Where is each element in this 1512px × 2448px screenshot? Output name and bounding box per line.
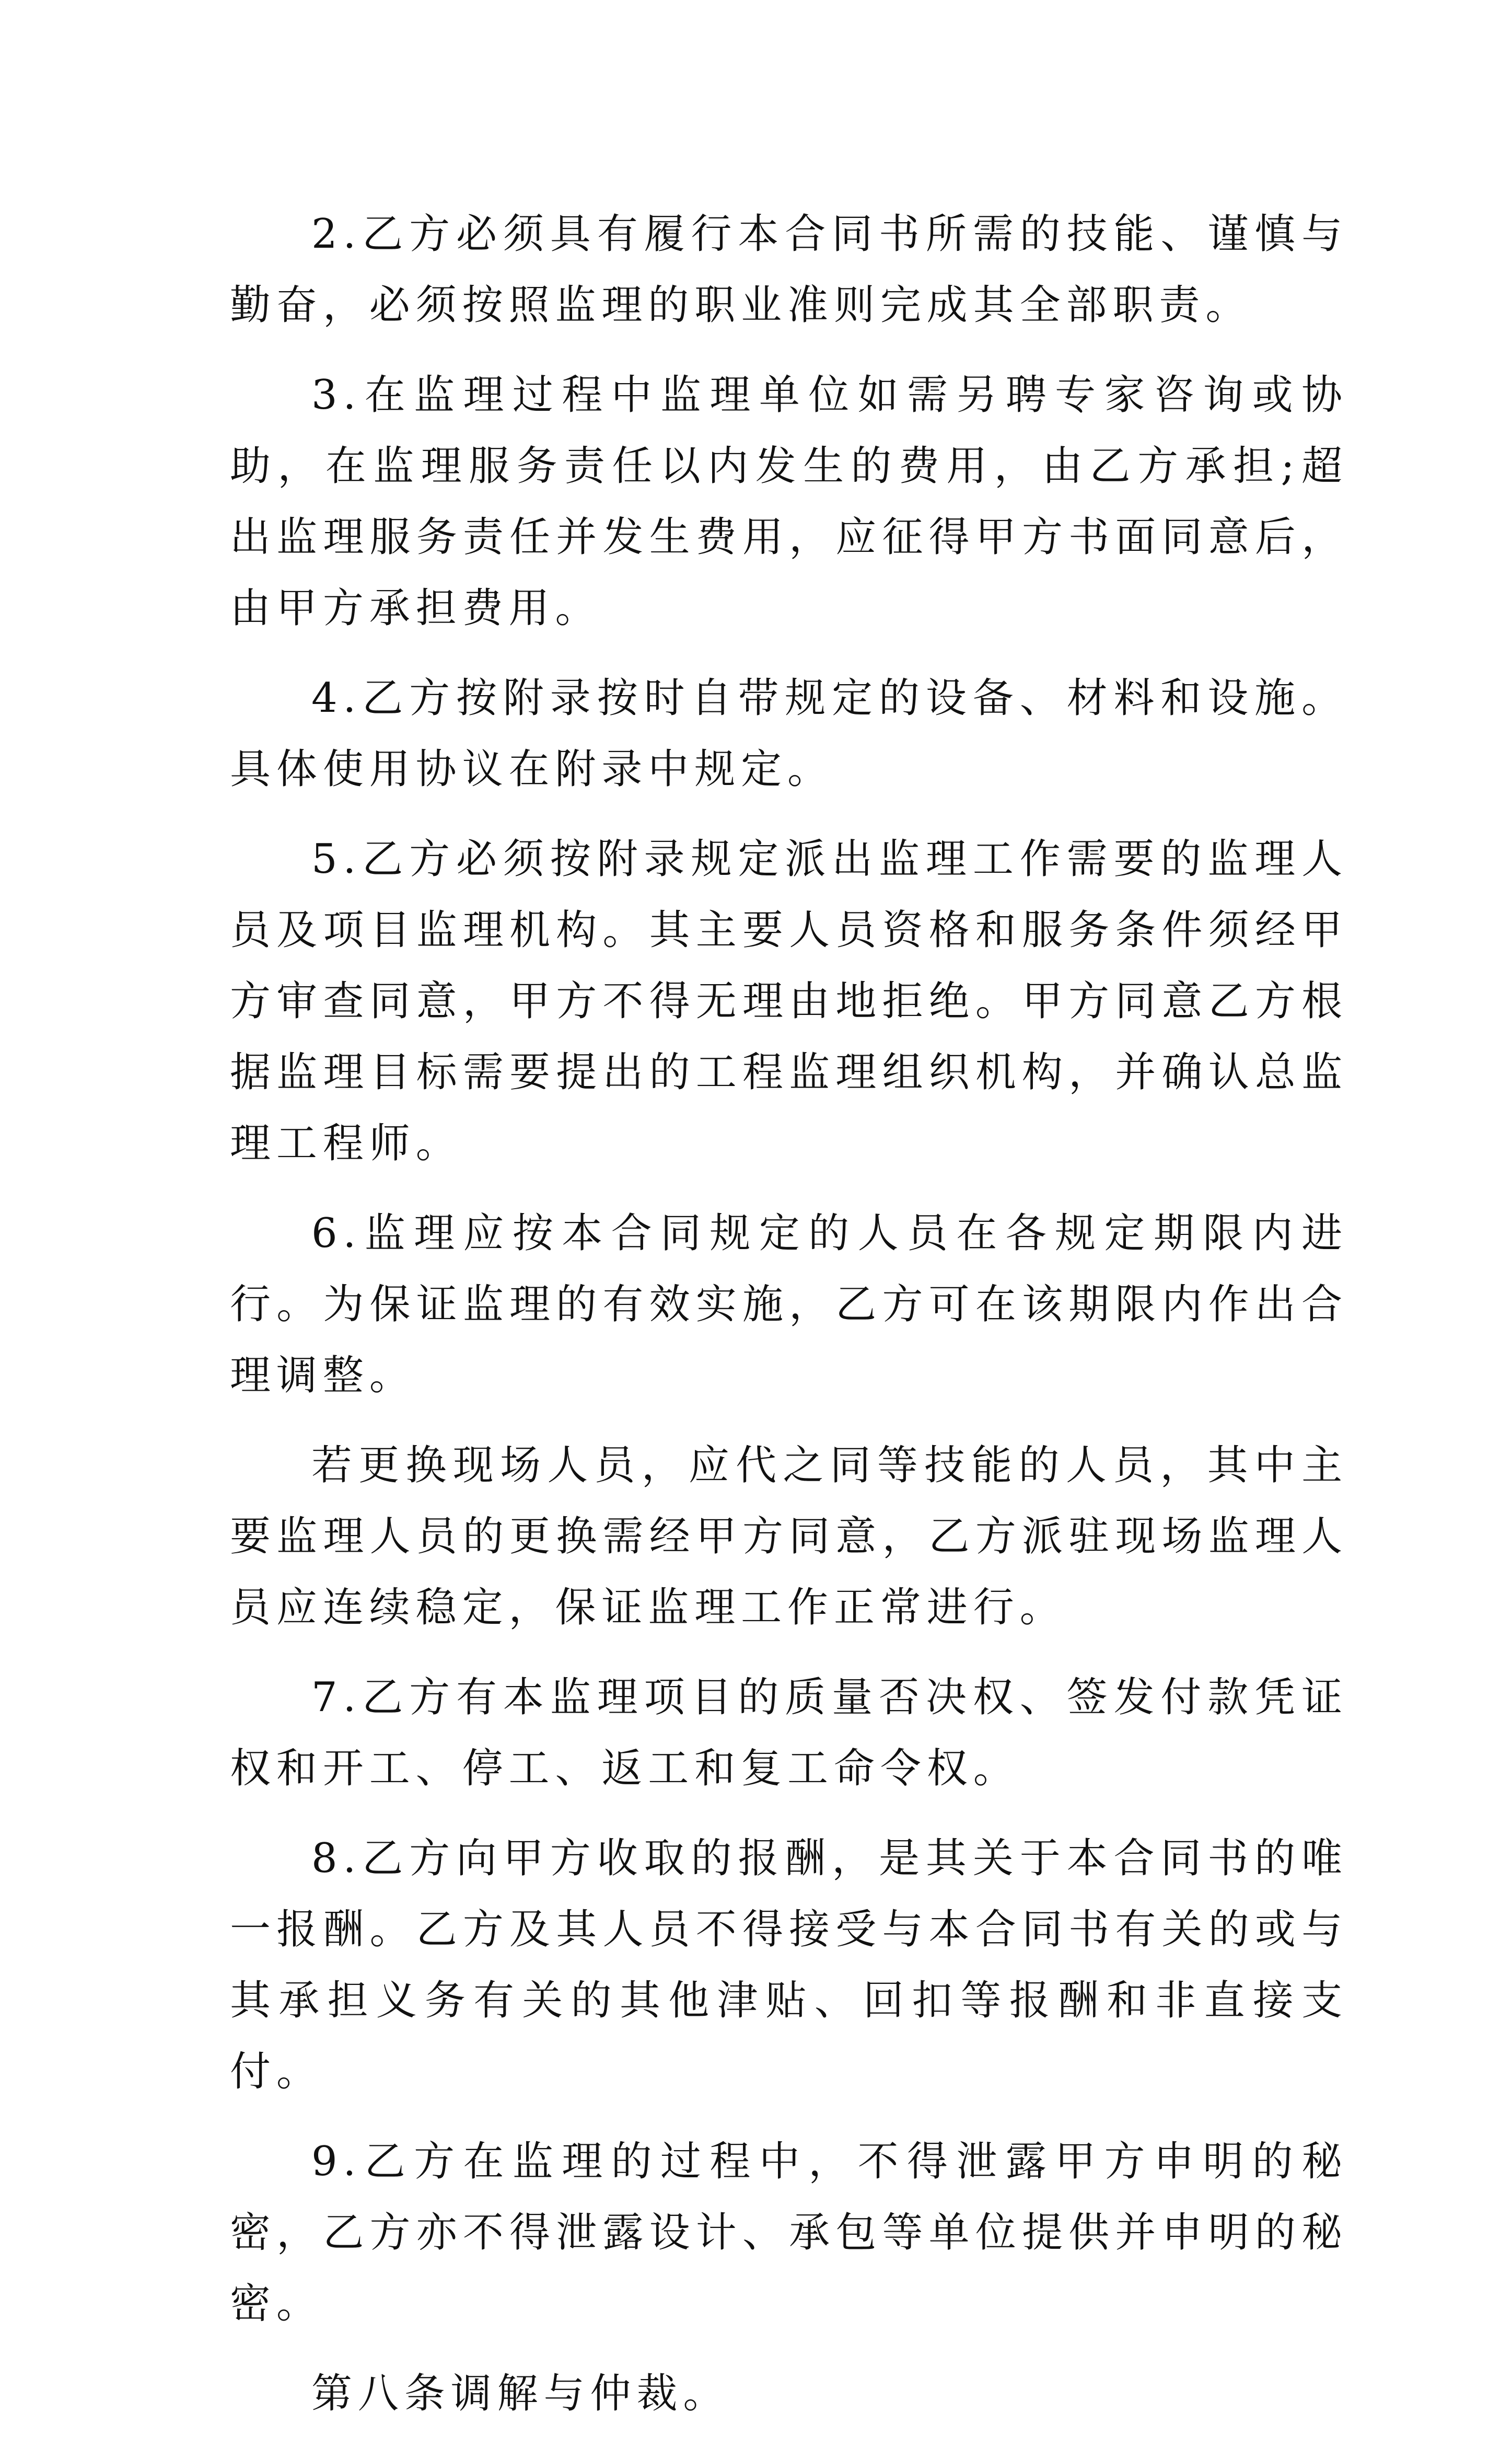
paragraph-clause-9: 9.乙方在监理的过程中，不得泄露甲方申明的秘密，乙方亦不得泄露设计、承包等单位提供并申明的秘密。 xyxy=(230,2138,1348,2327)
paragraph-clause-8: 8.乙方向甲方收取的报酬，是其关于本合同书的唯一报酬。乙方及其人员不得接受与本合同书有关的或与其承担义务有关的其他津贴、回扣等报酬和非直接支付。 xyxy=(230,1835,1348,2095)
paragraph-clause-5: 5.乙方必须按附录规定派出监理工作需要的监理人员及项目监理机构。其主要人员资格和服务条件须经甲方审查同意，甲方不得无理由地拒绝。甲方同意乙方根据监理目标需要提出的工程监理组织机构，并确认总监理工程师。 xyxy=(230,836,1348,1167)
paragraph-clause-2: 2.乙方必须具有履行本合同书所需的技能、谨慎与勤奋，必须按照监理的职业准则完成其全部职责。 xyxy=(230,211,1348,329)
section-heading-article-8: 第八条调解与仲裁。 xyxy=(311,2370,730,2417)
paragraph-clause-6: 6.监理应按本合同规定的人员在各规定期限内进行。为保证监理的有效实施，乙方可在该期限内作出合理调整。 xyxy=(230,1210,1348,1399)
paragraph-clause-7: 7.乙方有本监理项目的质量否决权、签发付款凭证权和开工、停工、返工和复工命令权。 xyxy=(230,1674,1348,1792)
paragraph-clause-3: 3.在监理过程中监理单位如需另聘专家咨询或协助，在监理服务责任以内发生的费用，由乙方承担;超出监理服务责任并发生费用，应征得甲方书面同意后，由甲方承担费用。 xyxy=(230,372,1348,632)
paragraph-staff-replacement: 若更换现场人员，应代之同等技能的人员，其中主要监理人员的更换需经甲方同意，乙方派驻现场监理人员应连续稳定，保证监理工作正常进行。 xyxy=(230,1442,1348,1631)
paragraph-clause-4: 4.乙方按附录按时自带规定的设备、材料和设施。具体使用协议在附录中规定。 xyxy=(230,675,1348,793)
document-body xyxy=(230,199,1348,2448)
